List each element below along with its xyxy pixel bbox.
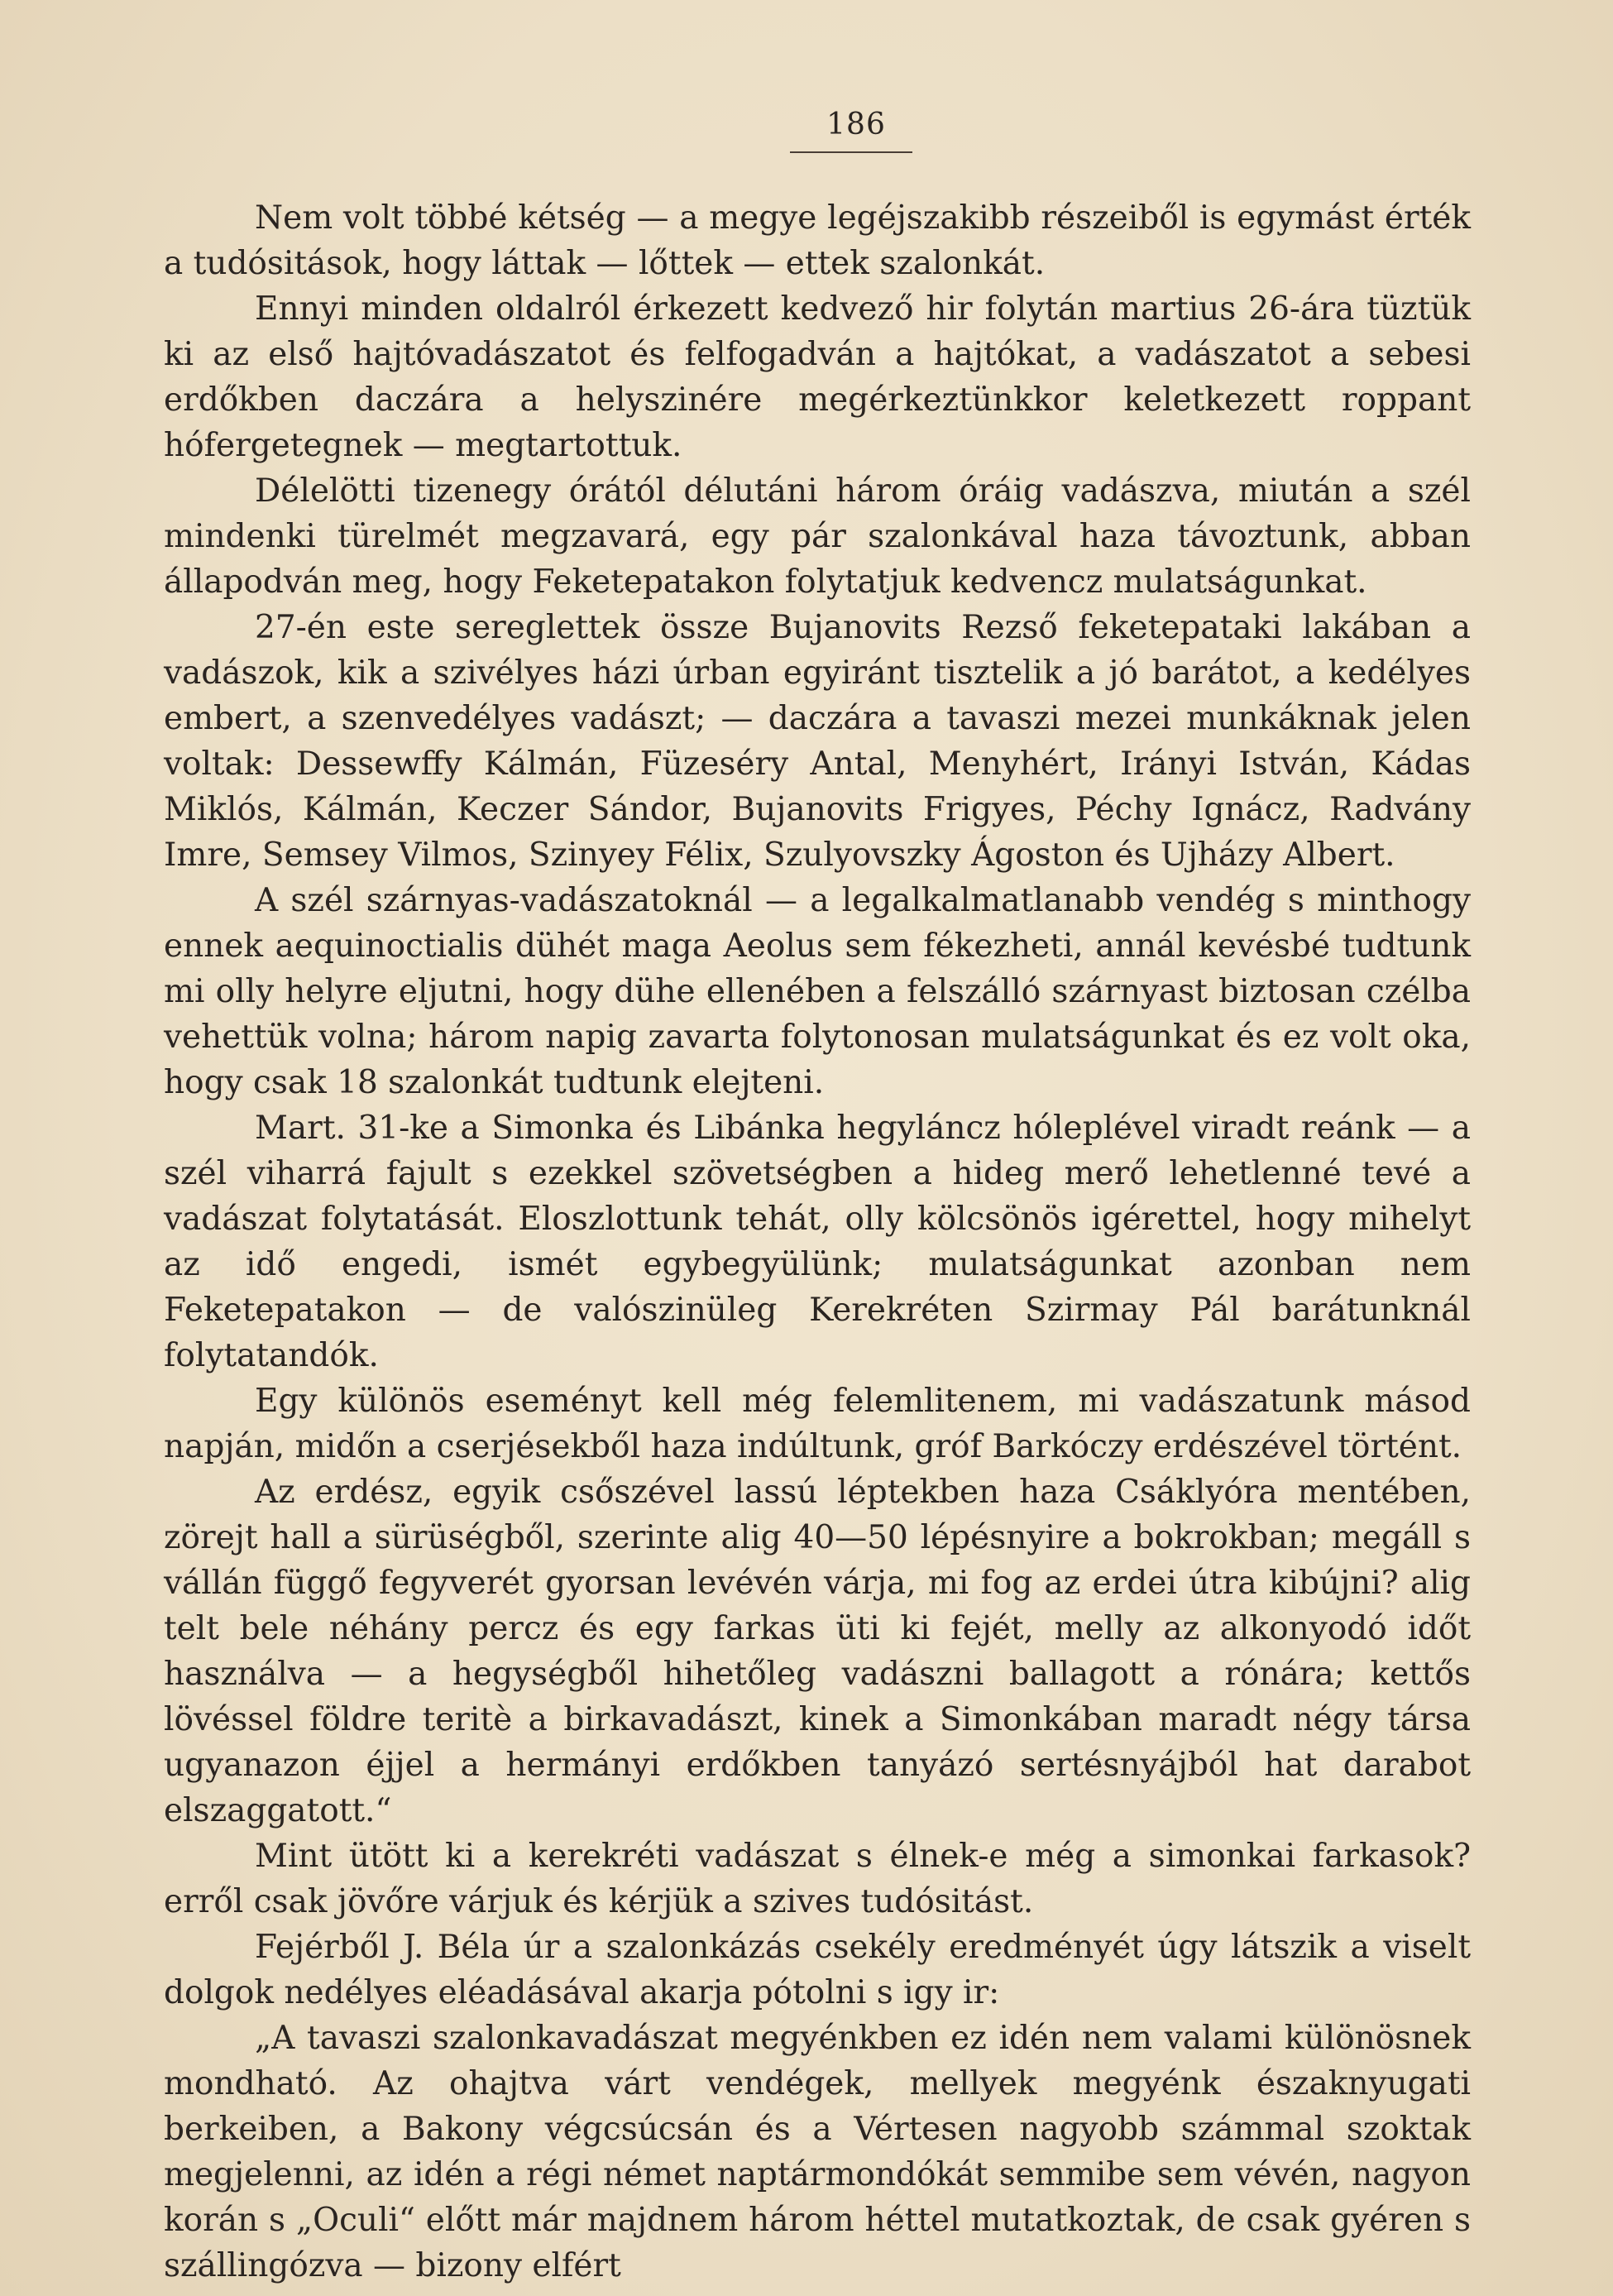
- paragraph: Mart. 31-ke a Simonka és Libánka hegyláncz hóleplével viradt reánk — a szél viharrá fajult s ezekkel szövetségben a hideg merő lehetlenné tevé a vadászat folytatását. Eloszlottunk tehát, olly kölcsönös igérettel, hogy mihelyt az idő engedi, ismét egybegyülünk; mulatságunkat azonban nem Feketepatakon — de valószinüleg Kerekréten Szirmay Pál barátunknál folytatandók.: [164, 1110, 1471, 1374]
- paragraph: Fejérből J. Béla úr a szalonkázás csekély eredményét úgy látszik a viselt dolgok nedélyes eléadásával akarja pótolni s igy ir:: [164, 1929, 1471, 2011]
- paragraph: A szél szárnyas-vadászatoknál — a legalkalmatlanabb vendég s minthogy ennek aequinoctialis dühét maga Aeolus sem fékezheti, annál kevésbé tudtunk mi olly helyre eljutni, hogy dühe ellenében a felszálló szárnyast biztosan czélba vehettük volna; három napig zavarta folytonosan mulatságunkat és ez volt oka, hogy csak 18 szalonkát tudtunk elejteni.: [164, 882, 1471, 1101]
- page-number: 186: [826, 108, 886, 141]
- paragraph: Egy különös eseményt kell még felemlitenem, mi vadászatunk másod napján, midőn a cserjésekből haza indúltunk, gróf Barkóczy erdészével történt.: [164, 1383, 1471, 1465]
- paragraph: Ennyi minden oldalról érkezett kedvező hir folytán martius 26-ára tüztük ki az első hajtóvadászatot és felfogadván a hajtókat, a vadászatot a sebesi erdőkben daczára a helyszinére megérkeztünkkor keletkezett roppant hófergetegnek — megtartottuk.: [164, 290, 1471, 464]
- paragraph: Nem volt többé kétség — a megye legéjszakibb részeiből is egymást érték a tudósitások, hogy láttak — lőttek — ettek szalonkát.: [164, 199, 1471, 282]
- paragraph: Az erdész, egyik csőszével lassú léptekben haza Csáklyóra mentében, zörejt hall a sürüségből, szerinte alig 40—50 lépésnyire a bokrokban; megáll s vállán függő fegyverét gyorsan levévén várja, mi fog az erdei útra kibújni? alig telt bele néhány percz és egy farkas üti ki fejét, melly az alkonyodó időt használva — a hegységből hihetőleg vadászni ballagott a rónára; kettős lövéssel földre teritè a birkavadászt, kinek a Simonkában maradt négy társa ugyanazon éjjel a hermányi erdőkben tanyázó sertésnyájból hat darabot elszaggatott.“: [164, 1474, 1471, 1829]
- page-number-rule: [790, 151, 912, 153]
- paragraph: 27-én este sereglettek össze Bujanovits Rezső feketepataki lakában a vadászok, kik a szivélyes házi úrban egyiránt tisztelik a jó barátot, a kedélyes embert, a szenvedélyes vadászt; — daczára a tavaszi mezei munkáknak jelen voltak: Dessewffy Kálmán, Füzeséry Antal, Menyhért, Irányi István, Kádas Miklós, Kálmán, Keczer Sándor, Bujanovits Frigyes, Péchy Ignácz, Radvány Imre, Semsey Vilmos, Szinyey Félix, Szulyovszky Ágoston és Ujházy Albert.: [164, 609, 1471, 874]
- paragraph: Mint ütött ki a kerekréti vadászat s élnek-e még a simonkai farkasok? erről csak jövőre várjuk és kérjük a szives tudósitást.: [164, 1838, 1471, 1920]
- body-text: [164, 195, 1471, 2289]
- paragraph: Délelötti tizenegy órától délutáni három óráig vadászva, miután a szél mindenki türelmét megzavará, egy pár szalonkával haza távoztunk, abban állapodván meg, hogy Feketepatakon folytatjuk kedvencz mulatságunkat.: [164, 472, 1471, 601]
- paragraph: „A tavaszi szalonkavadászat megyénkben ez idén nem valami különösnek mondható. Az ohajtva várt vendégek, mellyek megyénk északnyugati berkeiben, a Bakony végcsúcsán és a Vértesen nagyobb számmal szoktak megjelenni, az idén a régi német naptármondókát semmibe sem vévén, nagyon korán s „Oculi“ előtt már majdnem három héttel mutatkoztak, de csak gyéren s szállingózva — bizony elfért: [164, 2020, 1471, 2284]
